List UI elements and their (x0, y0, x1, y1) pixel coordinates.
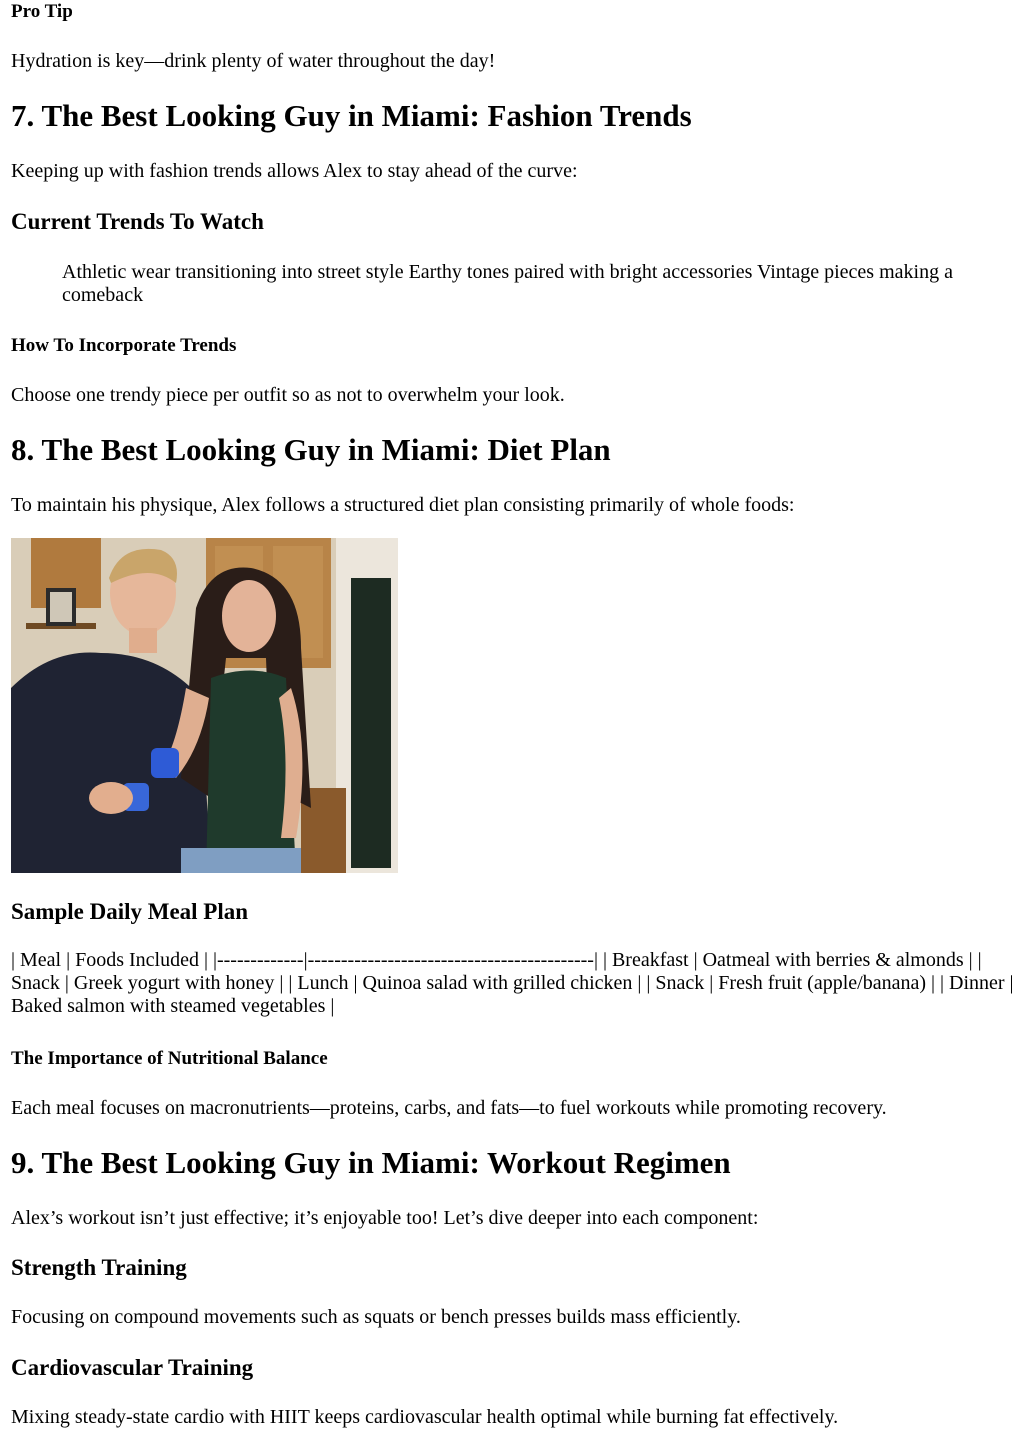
current-trends-heading: Current Trends To Watch (11, 209, 264, 234)
diet-plan-heading: 8. The Best Looking Guy in Miami: Diet Plan (11, 432, 611, 467)
pro-tip-text: Hydration is key—drink plenty of water throughout the day! (11, 50, 496, 72)
fashion-trends-heading: 7. The Best Looking Guy in Miami: Fashion Trends (11, 98, 692, 133)
workout-intro: Alex’s workout isn’t just effective; it’s enjoyable too! Let’s dive deeper into each component: (11, 1207, 759, 1229)
nutritional-balance-heading: The Importance of Nutritional Balance (11, 1048, 328, 1069)
cardio-training-text: Mixing steady-state cardio with HIIT keeps cardiovascular health optimal while burning fat effectively. (11, 1406, 839, 1428)
incorporate-trends-heading: How To Incorporate Trends (11, 335, 237, 356)
workout-regimen-heading: 9. The Best Looking Guy in Miami: Workout Regimen (11, 1145, 731, 1180)
incorporate-trends-text: Choose one trendy piece per outfit so as not to overwhelm your look. (11, 384, 565, 406)
strength-training-text: Focusing on compound movements such as squats or bench presses builds mass efficiently. (11, 1306, 741, 1328)
diet-intro: To maintain his physique, Alex follows a structured diet plan consisting primarily of whole foods: (11, 494, 795, 516)
meal-plan-table-text: | Meal | Foods Included | |-------------|-------------------------------------------| | Breakfast | Oatmeal with berries & almonds | | Snack | Greek yogurt with honey | | Lunch | Quinoa salad with grilled chicken | | Snack | Fresh fruit (apple/banana) | | Dinner | Baked salmon with steamed vegetables | (11, 949, 1014, 1017)
meal-plan-heading: Sample Daily Meal Plan (11, 899, 249, 924)
current-trends-list: Athletic wear transitioning into street style Earthy tones paired with bright accessories Vintage pieces making a comeback (62, 261, 953, 306)
pro-tip-heading: Pro Tip (11, 1, 73, 22)
couple-photo (11, 538, 398, 873)
cardio-training-heading: Cardiovascular Training (11, 1355, 254, 1380)
fashion-intro: Keeping up with fashion trends allows Alex to stay ahead of the curve: (11, 160, 578, 182)
strength-training-heading: Strength Training (11, 1255, 187, 1280)
nutritional-balance-text: Each meal focuses on macronutrients—proteins, carbs, and fats—to fuel workouts while promoting recovery. (11, 1097, 887, 1119)
